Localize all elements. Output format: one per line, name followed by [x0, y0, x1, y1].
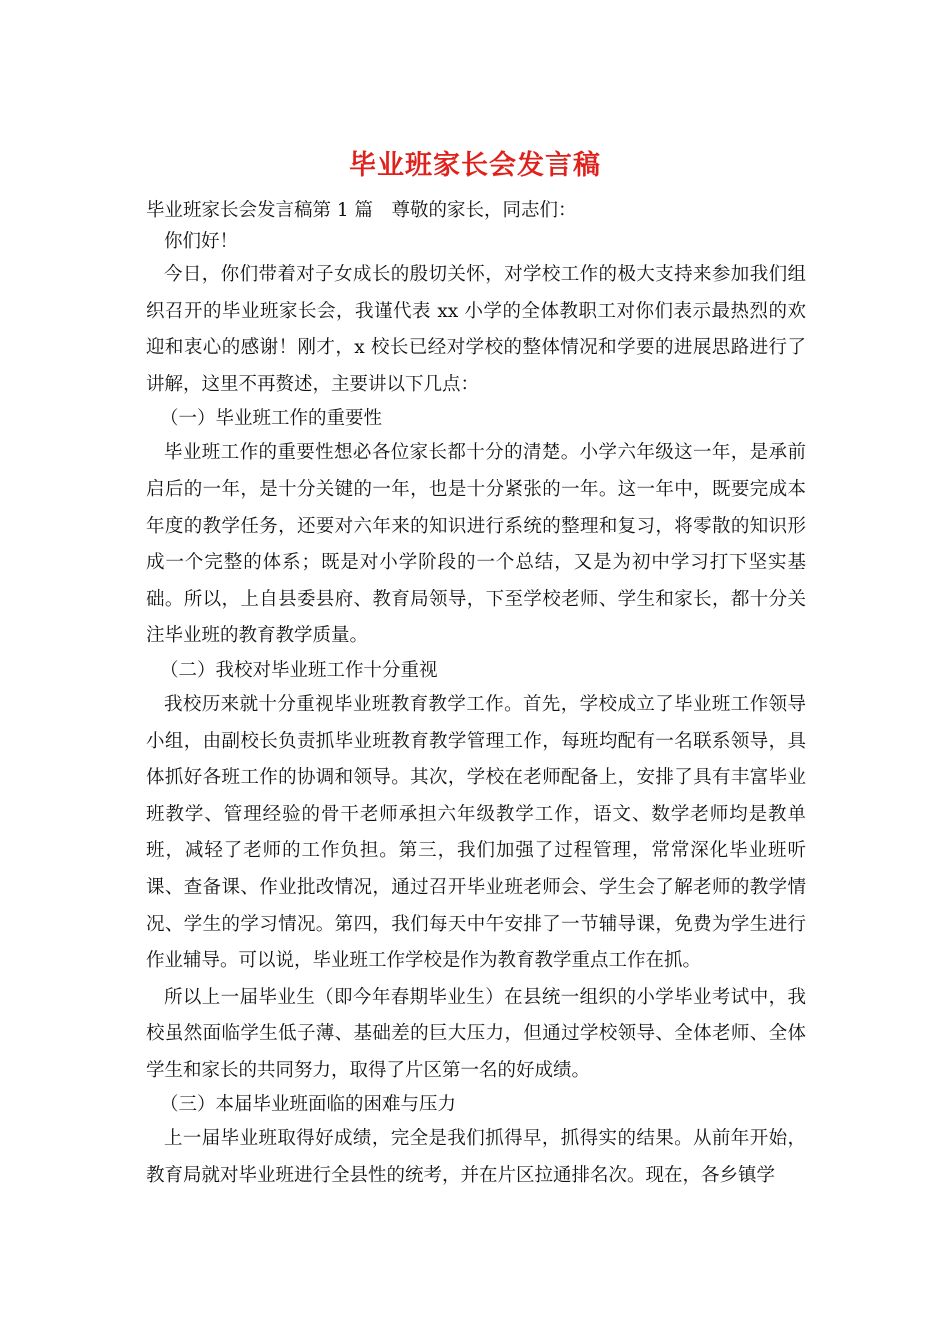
section-heading-3: （三）本届毕业班面临的困难与压力	[160, 1094, 457, 1116]
document-title: 毕业班家长会发言稿	[349, 150, 601, 181]
intro-line: 毕业班家长会发言稿第 1 篇 尊敬的家长，同志们：	[146, 200, 577, 221]
paragraph-opening: 今日，你们带着对子女成长的殷切关怀，对学校工作的极大支持来参加我们组织召开的毕业班家长会，我谨代表 xx 小学的全体教职工对你们表示最热烈的欢迎和衷心的感谢！刚才，x 校长已经对学校的整体情况和学要的进展思路进行了讲解，这里不再赘述，主要讲以下几点：	[146, 264, 806, 395]
section-heading-1: （一）毕业班工作的重要性	[160, 408, 383, 430]
greeting: 你们好！	[164, 231, 239, 252]
paragraph-importance: 毕业班工作的重要性想必各位家长都十分的清楚。小学六年级这一年，是承前启后的一年，是十分关键的一年，也是十分紧张的一年。这一年中，既要完成本年度的教学任务，还要对六年来的知识进行系统的整理和复习，将零散的知识形成一个完整的体系；既是对小学阶段的一个总结，又是为初中学习打下坚实基础。所以，上自县委县府、教育局领导，下至学校老师、学生和家长，都十分关注毕业班的教育教学质量。	[146, 442, 806, 647]
paragraph-difficulties: 上一届毕业班取得好成绩，完全是我们抓得早，抓得实的结果。从前年开始，教育局就对毕业班进行全县性的统考，并在片区拉通排名次。现在，各乡镇学	[146, 1128, 806, 1187]
document-body	[146, 195, 806, 1195]
section-heading-2: （二）我校对毕业班工作十分重视	[160, 659, 438, 681]
paragraph-last-year-results: 所以上一届毕业生（即今年春期毕业生）在县统一组织的小学毕业考试中，我校虽然面临学生低子薄、基础差的巨大压力，但通过学校领导、全体老师、全体学生和家长的共同努力，取得了片区第一名的好成绩。	[146, 986, 806, 1081]
paragraph-school-attention: 我校历来就十分重视毕业班教育教学工作。首先，学校成立了毕业班工作领导小组，由副校长负责抓毕业班教育教学管理工作，每班均配有一名联系领导，具体抓好各班工作的协调和领导。其次，学校在老师配备上，安排了具有丰富毕业班教学、管理经验的骨干老师承担六年级教学工作，语文、数学老师均是教单班，减轻了老师的工作负担。第三，我们加强了过程管理，常常深化毕业班听课、查备课、作业批改情况，通过召开毕业班老师会、学生会了解老师的教学情况、学生的学习情况。第四，我们每天中午安排了一节辅导课，免费为学生进行作业辅导。可以说，毕业班工作学校是作为教育教学重点工作在抓。	[146, 693, 806, 972]
